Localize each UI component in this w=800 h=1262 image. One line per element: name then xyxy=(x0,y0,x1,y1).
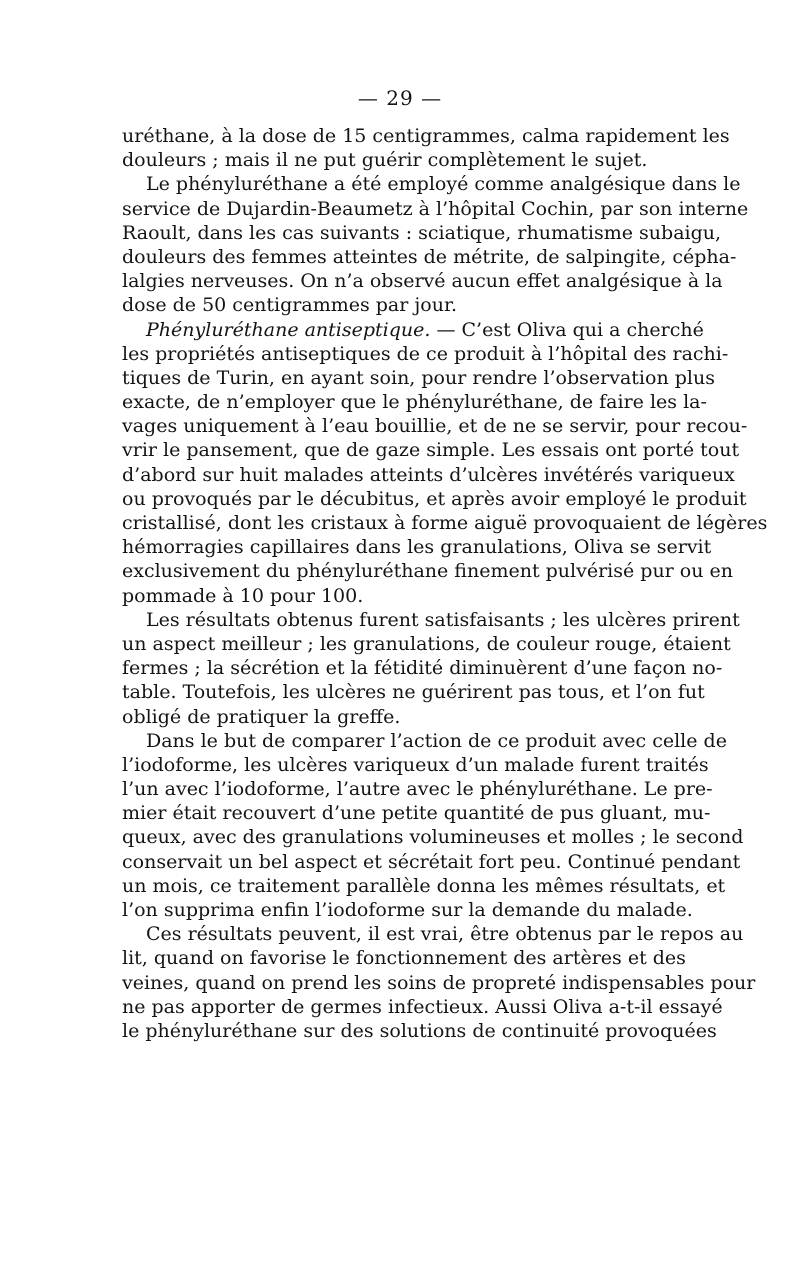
text-line: Dans le but de comparer l’action de ce produit avec celle de xyxy=(146,729,727,752)
text-line: mier était recouvert d’une petite quantité de pus gluant, mu- xyxy=(122,802,711,825)
text-line: Les résultats obtenus furent satisfaisants ; les ulcères prirent xyxy=(146,608,740,631)
text-line: Raoult, dans les cas suivants : sciatique, rhumatisme subaigu, xyxy=(122,221,722,244)
text-line: table. Toutefois, les ulcères ne guérirent pas tous, et l’on fut xyxy=(122,681,705,704)
text-line: pommade à 10 pour 100. xyxy=(122,584,364,607)
text-line: dose de 50 centigrammes par jour. xyxy=(122,294,457,317)
text-line: douleurs des femmes atteintes de métrite, de salpingite, cépha- xyxy=(122,245,737,268)
text-line: l’on supprima enfin l’iodoforme sur la demande du malade. xyxy=(122,899,693,921)
text-line: veines, quand on prend les soins de propreté indispensables pour xyxy=(122,971,756,994)
text-line: vages uniquement à l’eau bouillie, et de ne se servir, pour recou- xyxy=(122,415,748,438)
text-line: vrir le pansement, que de gaze simple. Les essais ont porté tout xyxy=(122,439,740,462)
text-line: un mois, ce traitement parallèle donna les mêmes résultats, et xyxy=(122,874,726,897)
text-line: uréthane, à la dose de 15 centigrammes, calma rapidement les xyxy=(122,125,730,147)
text-line: ou provoqués par le décubitus, et après avoir employé le produit xyxy=(122,487,747,510)
text-line: un aspect meilleur ; les granulations, de couleur rouge, étaient xyxy=(122,632,731,655)
text-line: l’iodoforme, les ulcères variqueux d’un malade furent traités xyxy=(122,753,709,776)
text-line: l’un avec l’iodoforme, l’autre avec le phényluréthane. Le pre- xyxy=(122,778,713,801)
text-line: douleurs ; mais il ne put guérir complètement le sujet. xyxy=(122,149,648,172)
text-line: ne pas apporter de germes infectieux. Aussi Oliva a-t-il essayé xyxy=(122,995,723,1018)
text-line: lit, quand on favorise le fonctionnement des artères et des xyxy=(122,947,686,970)
page-number: — 29 — xyxy=(357,86,443,110)
text-line: Ces résultats peuvent, il est vrai, être obtenus par le repos au xyxy=(146,923,744,946)
body-text xyxy=(122,124,768,1043)
text-line: le phényluréthane sur des solutions de continuité provoquées xyxy=(122,1019,717,1042)
text-line: lalgies nerveuses. On n’a observé aucun effet analgésique à la xyxy=(122,270,723,293)
text-line: hémorragies capillaires dans les granulations, Oliva se servit xyxy=(122,536,712,559)
text-line: queux, avec des granulations volumineuses et molles ; le second xyxy=(122,826,744,849)
text-line: exacte, de n’employer que le phényluréthane, de faire les la- xyxy=(122,391,707,414)
section-heading-continuation: — C’est Oliva qui a cherché xyxy=(436,318,704,341)
text-line: tiques de Turin, en ayant soin, pour rendre l’observation plus xyxy=(122,366,715,389)
section-heading: Phényluréthane antiseptique. xyxy=(146,318,431,341)
text-line: service de Dujardin-Beaumetz à l’hôpital Cochin, par son interne xyxy=(122,197,749,220)
text-line: exclusivement du phényluréthane finement pulvérisé pur ou en xyxy=(122,560,733,583)
text-line: les propriétés antiseptiques de ce produit à l’hôpital des rachi- xyxy=(122,342,729,365)
section-line xyxy=(122,318,704,342)
text-line: obligé de pratiquer la greffe. xyxy=(122,705,401,728)
text-line: Le phényluréthane a été employé comme analgésique dans le xyxy=(146,173,741,196)
text-line: d’abord sur huit malades atteints d’ulcères invétérés variqueux xyxy=(122,463,735,486)
text-line: conservait un bel aspect et sécrétait fort peu. Continué pendant xyxy=(122,850,741,873)
text-line: cristallisé, dont les cristaux à forme aiguë provoquaient de légères xyxy=(122,512,768,534)
text-line: fermes ; la sécrétion et la fétidité diminuèrent d’une façon no- xyxy=(122,657,723,680)
